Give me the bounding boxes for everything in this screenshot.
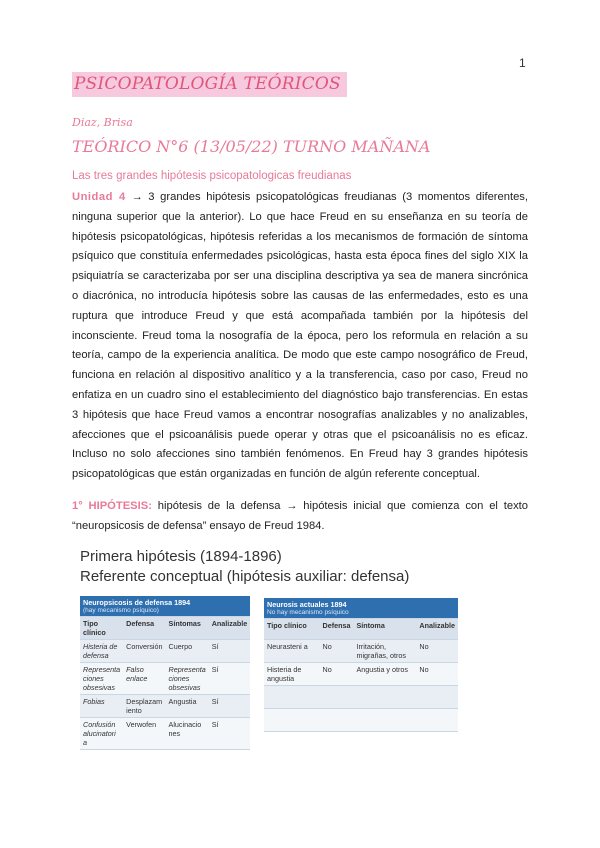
column-header: Síntoma bbox=[353, 619, 416, 640]
document-title: PSICOPATOLOGÍA TEÓRICOS bbox=[72, 72, 347, 97]
hypothesis-lead: 1° HIPÓTESIS: bbox=[72, 500, 152, 512]
table-cell bbox=[353, 709, 416, 732]
table-cell: Sí bbox=[209, 640, 251, 663]
column-header: Analizable bbox=[416, 619, 458, 640]
table-header-row bbox=[80, 596, 250, 617]
table-cell: Representa ciones obsesivas bbox=[80, 663, 123, 695]
table-cell bbox=[353, 686, 416, 709]
column-header: Síntomas bbox=[166, 617, 209, 640]
table-cell bbox=[264, 686, 320, 709]
table-cell: Sí bbox=[209, 663, 251, 695]
neuropsicosis-table bbox=[80, 596, 250, 750]
figure-title-line1: Primera hipótesis (1894-1896) bbox=[80, 548, 282, 565]
table-cell: Angustia y otros bbox=[353, 663, 416, 686]
table-cell bbox=[416, 709, 458, 732]
table-cell: Sí bbox=[209, 718, 251, 750]
table-row bbox=[80, 640, 250, 663]
document-subtitle: TEÓRICO N°6 (13/05/22) TURNO MAÑANA bbox=[72, 137, 431, 156]
table-cell: Verwofen bbox=[123, 718, 165, 750]
section-heading: Las tres grandes hipótesis psicopatologicas freudianas bbox=[72, 170, 352, 182]
table-row bbox=[264, 640, 458, 663]
table-header-title: Neurosis actuales 1894 bbox=[267, 600, 347, 609]
table-subheader: (hay mecanismo psíquico) bbox=[83, 607, 159, 614]
table-cell: Histeria de angustia bbox=[264, 663, 320, 686]
table-cell: Cuerpo bbox=[166, 640, 209, 663]
hypothesis-text: hipótesis de la defensa → hipótesis inicial que comienza con el texto “neuropsicosis de defensa” ensayo de Freud 1984. bbox=[72, 500, 528, 532]
table-cell bbox=[264, 709, 320, 732]
column-header-row bbox=[264, 619, 458, 640]
table-header-title: Neuropsicosis de defensa 1894 bbox=[83, 598, 191, 607]
table-row bbox=[264, 663, 458, 686]
table-row bbox=[80, 695, 250, 718]
page-number: 1 bbox=[519, 56, 526, 70]
table-cell: No bbox=[320, 663, 354, 686]
table-cell bbox=[416, 686, 458, 709]
column-header: Defensa bbox=[123, 617, 165, 640]
column-header: Analizable bbox=[209, 617, 251, 640]
column-header: Tipo clínico bbox=[80, 617, 123, 640]
table-cell: Conversión bbox=[123, 640, 165, 663]
table-cell: No bbox=[320, 640, 354, 663]
column-header-row bbox=[80, 617, 250, 640]
table-cell: Representa ciones obsesivas bbox=[166, 663, 209, 695]
table-header bbox=[264, 598, 458, 619]
table-cell: Neurasteni a bbox=[264, 640, 320, 663]
table-cell: Confusión alucinatori a bbox=[80, 718, 123, 750]
table-cell: Desplazam iento bbox=[123, 695, 165, 718]
figure-title-line2: Referente conceptual (hipótesis auxiliar: defensa) bbox=[80, 568, 410, 585]
table-cell bbox=[320, 686, 354, 709]
table-header bbox=[80, 596, 250, 617]
table-cell: Histeria de defensa bbox=[80, 640, 123, 663]
table-cell: Falso enlace bbox=[123, 663, 165, 695]
table-row bbox=[264, 709, 458, 732]
author-name: Diaz, Brisa bbox=[72, 116, 133, 129]
table-row bbox=[80, 663, 250, 695]
table-cell: No bbox=[416, 663, 458, 686]
body-paragraph bbox=[72, 188, 528, 485]
table-subheader: No hay mecanismo psíquico bbox=[267, 609, 349, 616]
table-cell: Alucinacio nes bbox=[166, 718, 209, 750]
table-cell: Angustia bbox=[166, 695, 209, 718]
table-row bbox=[264, 686, 458, 709]
column-header: Defensa bbox=[320, 619, 354, 640]
paragraph-text: → 3 grandes hipótesis psicopatológicas freudianas (3 momentos diferentes, ninguna superior que la anterior). Lo que hace Freud en su enseñanza en su teoría de hipótesis psicopatológicas, hipótesis referidas a los mecanismos de formación de síntoma psíquico que constituía enfermedades psicológicas, hasta esta época fines del siglo XIX la psiquiatría se caracterizaba por ser una disciplina descriptiva ya sea de manera sincrónica o diacrónica, no introducía hipótesis sobre las causas de las enfermedades, esto es una ruptura que introduce Freud y que está acompañada también por la hipótesis del inconsciente. Freud toma la nosografía de la época, pero los reformula en relación a su teoría, campo de la experiencia analítica. De modo que este campo nosográfico de Freud, funciona en relación al dispositivo analítico y a la transferencia, caso por caso, Freud no enfatiza en un cuadro sino el establecimiento del diagnóstico bajo transferencias. En estas 3 hipótesis que hace Freud vamos a encontrar nosografías analizables y no analizables, afecciones que el psicoanálisis puede operar y otras que el psicoanálisis no es eficaz. Incluso no solo afecciones sino también fenómenos. En Freud hay 3 grandes hipótesis psicopatológicas que están organizadas en función de algún referente conceptual. bbox=[72, 191, 529, 481]
column-header: Tipo clínico bbox=[264, 619, 320, 640]
neurosis-actuales-table bbox=[264, 598, 458, 732]
table-cell: Sí bbox=[209, 695, 251, 718]
hypothesis-figure bbox=[80, 548, 520, 753]
table-cell bbox=[320, 709, 354, 732]
table-header-row bbox=[264, 598, 458, 619]
table-cell: No bbox=[416, 640, 458, 663]
paragraph-lead: Unidad 4 bbox=[72, 191, 126, 203]
hypothesis-paragraph bbox=[72, 497, 528, 537]
table-cell: Irritación, migrañas, otros bbox=[353, 640, 416, 663]
table-cell: Fobias bbox=[80, 695, 123, 718]
table-row bbox=[80, 718, 250, 750]
